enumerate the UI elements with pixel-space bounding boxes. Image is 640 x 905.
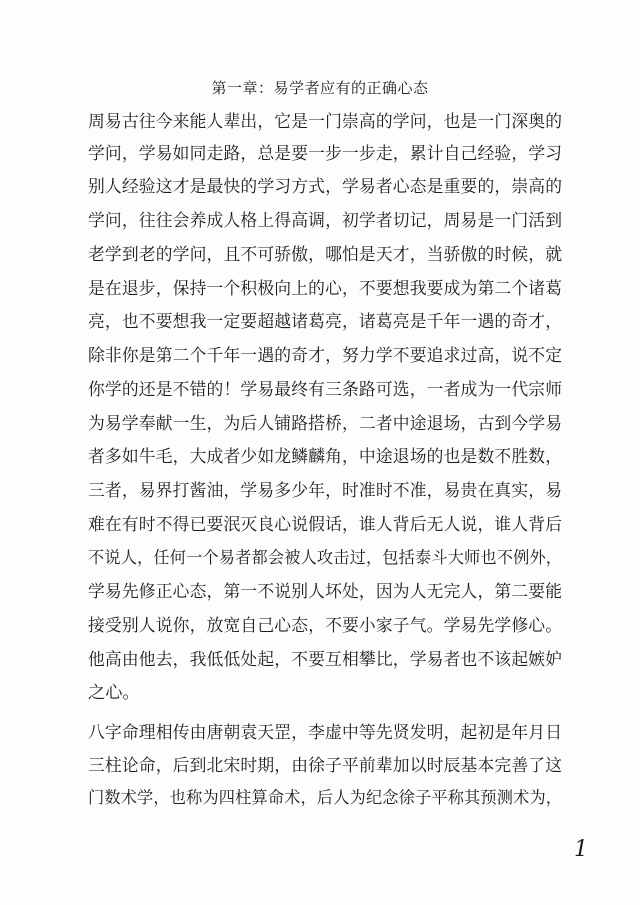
paragraph-line: 他高由他去，我低低处起，不要互相攀比，学易者也不该起嫉妒: [88, 649, 562, 669]
paragraph-line: 学易先修正心态，第一不说别人坏处，因为人无完人，第二要能: [88, 581, 562, 601]
paragraph-line: 学问，往往会养成人格上得高调，初学者切记，周易是一门活到: [88, 210, 562, 230]
paragraph-line: 老学到老的学问，且不可骄傲，哪怕是天才，当骄傲的时候，就: [88, 244, 562, 264]
paragraph-line: 不说人，任何一个易者都会被人攻击过，包括泰斗大师也不例外，: [88, 548, 562, 567]
paragraph-line: 接受别人说你，放宽自己心态，不要小家子气。学易先学修心。: [88, 615, 562, 635]
paragraph-line: 三柱论命，后到北宋时期，由徐子平前辈加以时辰基本完善了这: [88, 755, 562, 775]
paragraph-line: 你学的还是不错的！学易最终有三条路可选，一者成为一代宗师: [88, 379, 562, 399]
paragraph-line: 学问，学易如同走路，总是要一步一步走，累计自己经验，学习: [88, 143, 562, 163]
paragraph-line: 三者，易界打酱油，学易多少年，时准时不准，易贵在真实，易: [88, 480, 562, 500]
paragraph-line: 为易学奉献一生，为后人铺路搭桥，二者中途退场，古到今学易: [88, 413, 562, 433]
paragraph-line: 门数术学，也称为四柱算命术，后人为纪念徐子平称其预测术为，: [88, 788, 562, 807]
paragraph-line: 周易古往今来能人辈出，它是一门崇高的学问，也是一门深奥的: [88, 111, 562, 131]
page-number: 1: [574, 837, 588, 862]
chapter-title: 第一章：易学者应有的正确心态: [211, 79, 429, 97]
paragraph-line: 是在退步，保持一个积极向上的心，不要想我要成为第二个诸葛: [88, 278, 562, 298]
paragraph-line: 之心。: [88, 683, 140, 703]
paragraph-line: 难在有时不得已要泯灭良心说假话，谁人背后无人说，谁人背后: [88, 514, 562, 534]
paragraph-line: 亮，也不要想我一定要超越诸葛亮，诸葛亮是千年一遇的奇才，: [88, 311, 562, 331]
paragraph-line: 除非你是第二个千年一遇的奇才，努力学不要追求过高，说不定: [88, 345, 562, 365]
paragraph-line: 别人经验这才是最快的学习方式，学易者心态是重要的，崇高的: [88, 176, 562, 196]
paragraph-line: 八字命理相传由唐朝袁天罡，李虚中等先贤发明，起初是年月日: [88, 722, 562, 742]
paragraph-line: 者多如牛毛，大成者少如龙鳞麟角，中途退场的也是数不胜数，: [88, 446, 562, 466]
